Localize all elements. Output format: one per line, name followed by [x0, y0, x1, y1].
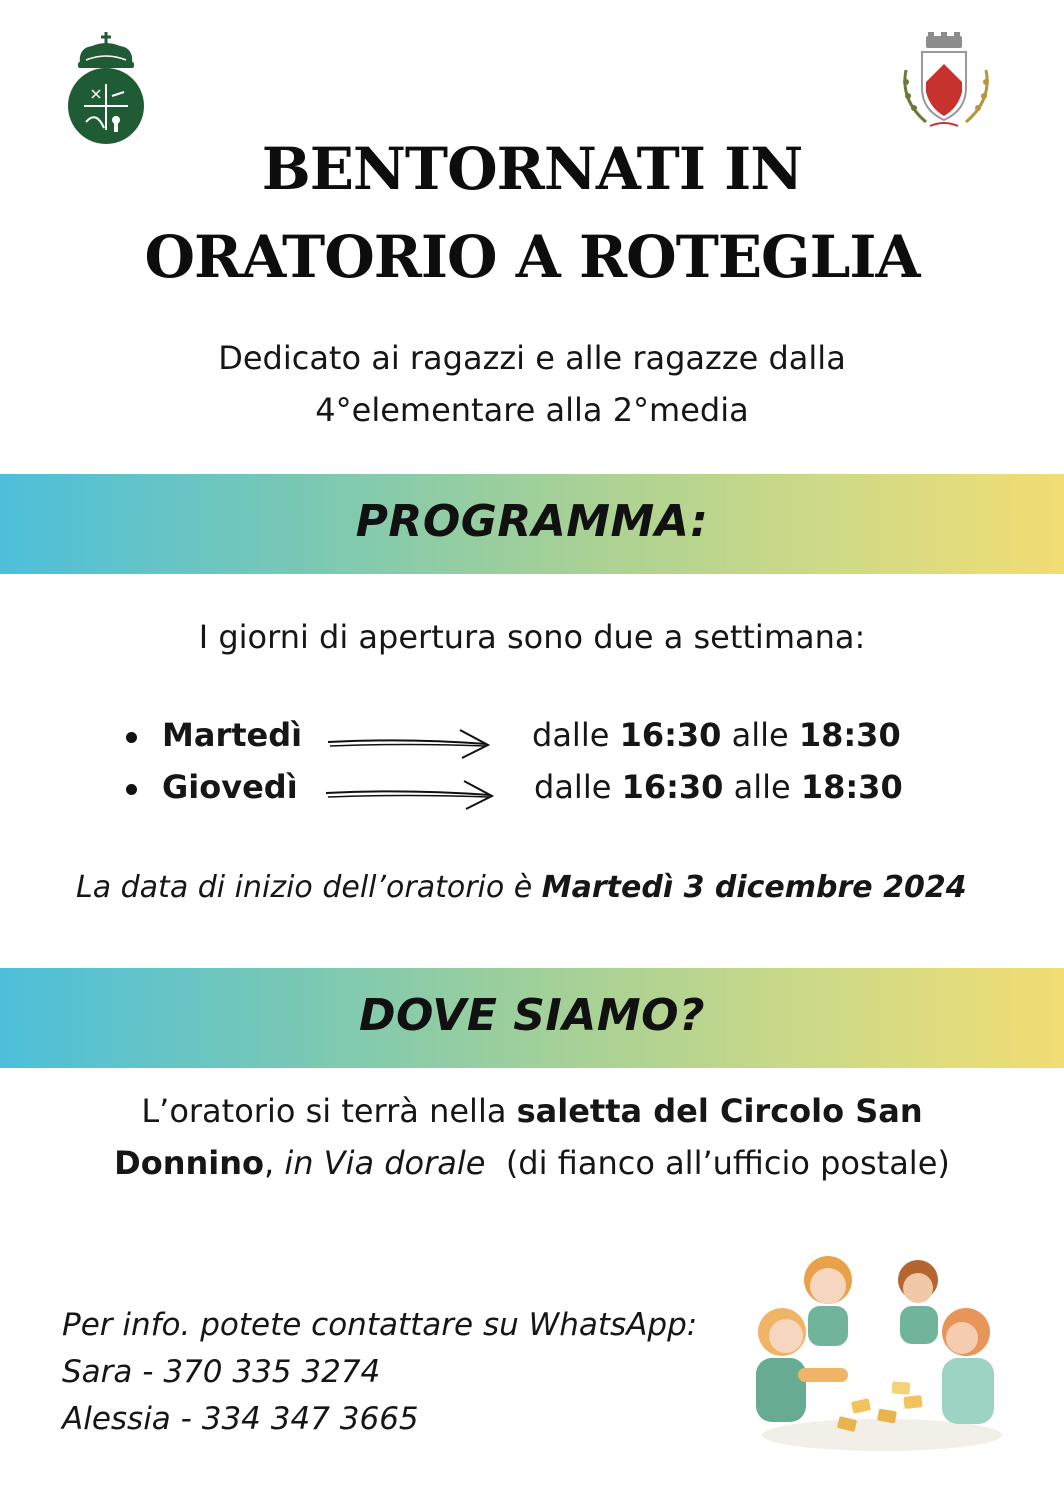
location-place-cont: Donnino [114, 1144, 264, 1182]
programma-heading: PROGRAMMA: [355, 496, 709, 547]
contact-phone[interactable]: 370 335 3274 [163, 1354, 381, 1390]
location-line-2 [0, 1144, 1064, 1182]
contact-entry [62, 1349, 380, 1396]
title-line-2: ORATORIO A ROTEGLIA [144, 223, 920, 291]
hours-mid: alle [731, 716, 789, 754]
bullet-dot [126, 732, 137, 743]
dove-siamo-band [0, 968, 1064, 1068]
schedule-day: Giovedì [162, 768, 298, 806]
contact-sep: - [142, 1354, 154, 1390]
contact-sep: - [180, 1401, 192, 1437]
municipal-coat-of-arms-icon [896, 30, 996, 138]
programma-band [0, 474, 1064, 574]
location-place: saletta del Circolo San [516, 1092, 923, 1130]
title-line-1: BENTORNATI IN [261, 135, 803, 203]
hours-prefix: dalle [534, 768, 612, 806]
hours-start: 16:30 [619, 716, 722, 754]
location-comma: , [263, 1144, 275, 1182]
contact-phone[interactable]: 334 347 3665 [201, 1401, 419, 1437]
hours-prefix: dalle [532, 716, 610, 754]
hours-end: 18:30 [798, 716, 901, 754]
location-line-1 [0, 1092, 1064, 1130]
dove-siamo-heading: DOVE SIAMO? [358, 990, 706, 1041]
parish-crest-icon [62, 30, 150, 148]
hours-mid: alle [733, 768, 791, 806]
schedule-hours [532, 716, 901, 754]
bullet-dot [126, 784, 137, 795]
start-date-text: La data di inizio dell’oratorio è [76, 870, 533, 905]
location-note: (di fianco all’ufficio postale) [505, 1144, 950, 1182]
schedule-hours [534, 768, 903, 806]
subtitle-line-2: 4°elementare alla 2°media [315, 391, 749, 429]
schedule-day: Martedì [162, 716, 303, 754]
hours-end: 18:30 [800, 768, 903, 806]
subtitle-line-1: Dedicato ai ragazzi e alle ragazze dalla [218, 339, 846, 377]
start-date-line [76, 870, 967, 905]
contact-entry [62, 1396, 419, 1443]
opening-days-intro: I giorni di apertura sono due a settimana: [198, 618, 866, 656]
contact-name: Alessia [62, 1401, 171, 1437]
start-date-value: Martedì 3 dicembre 2024 [541, 870, 967, 905]
hours-start: 16:30 [621, 768, 724, 806]
arrow-right-icon [324, 775, 499, 815]
location-text: L’oratorio si terrà nella [141, 1092, 507, 1130]
contact-name: Sara [62, 1354, 133, 1390]
children-playing-illustration [742, 1250, 1012, 1460]
location-street: in Via dorale [284, 1144, 486, 1182]
arrow-right-icon [326, 724, 496, 764]
contacts-intro: Per info. potete contattare su WhatsApp: [62, 1307, 698, 1343]
